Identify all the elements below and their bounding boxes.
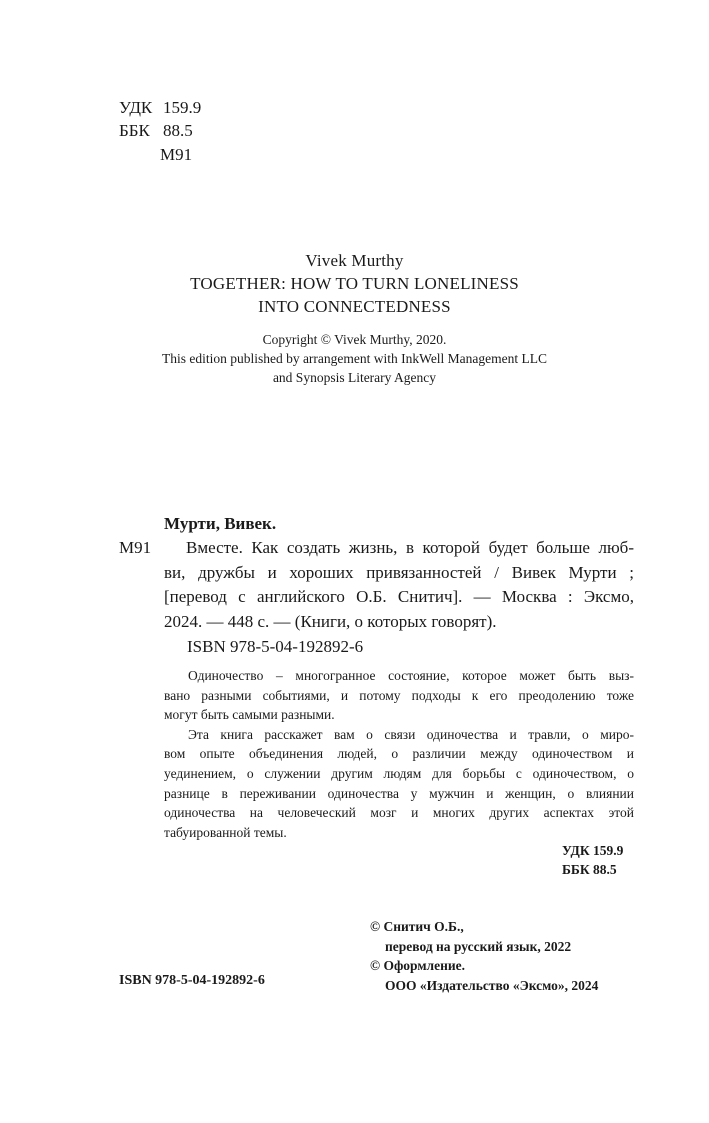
record-author-heading: Мурти, Вивек. xyxy=(164,514,277,533)
copyright-line: © Снитич О.Б., xyxy=(370,919,464,934)
record-description xyxy=(164,536,634,634)
bbk-label: ББК xyxy=(119,121,150,140)
bbk-right: ББК 88.5 xyxy=(562,862,617,877)
annotation-line: вано разными событиями, и потому подходы к его преодолению тоже xyxy=(164,687,634,703)
annotation-line: уединением, о служении другим людям для борьбы с одиночеством, о xyxy=(164,765,634,781)
udk-right: УДК 159.9 xyxy=(562,843,624,858)
record-line: ви, дружбы и хороших привязанностей / Вивек Мурти ; xyxy=(164,562,634,582)
edition-notice: This edition published by arrangement with InkWell Management LLC xyxy=(161,351,548,366)
annotation-line: вом опыте объединения людей, о различии между одиночеством и xyxy=(164,746,634,762)
annotation-line: могут быть самыми разными. xyxy=(164,707,335,723)
record-line: 2024. — 448 с. — (Книги, о которых говорят). xyxy=(164,611,497,631)
copyright-line: ООО «Издательство «Эксмо», 2024 xyxy=(385,977,599,993)
record-isbn: ISBN 978-5-04-192892-6 xyxy=(187,637,364,656)
record-line: [перевод с английского О.Б. Снитич]. — Москва : Эксмо, xyxy=(164,587,634,606)
annotation-line: Одиночество – многогранное состояние, которое может быть выз- xyxy=(188,668,634,683)
footer-isbn: ISBN 978-5-04-192892-6 xyxy=(119,973,265,988)
annotation-line: табуированной темы. xyxy=(164,824,287,840)
copyright-line: перевод на русский язык, 2022 xyxy=(385,938,572,954)
record-author-mark: М91 xyxy=(119,538,152,557)
udk-value: 159.9 xyxy=(163,98,202,117)
annotation xyxy=(164,666,634,842)
copyright-line: © Оформление. xyxy=(370,958,466,973)
copyright-notice: Copyright © Vivek Murthy, 2020. xyxy=(262,332,447,347)
footer-copyright xyxy=(370,917,598,995)
annotation-line: разнице в переживании одиночества у мужчин и женщин, о влиянии xyxy=(164,785,634,801)
original-title-line-1: TOGETHER: HOW TO TURN LONELINESS xyxy=(190,274,519,293)
author-mark-top: М91 xyxy=(160,145,193,164)
annotation-line: одиночества на человеческий мозг и многих других аспектах этой xyxy=(164,805,634,821)
record-line: Вместе. Как создать жизнь, в которой будет больше люб- xyxy=(186,538,634,557)
bbk-value: 88.5 xyxy=(163,121,193,140)
udk-label: УДК xyxy=(119,98,153,117)
original-author: Vivek Murthy xyxy=(305,251,404,270)
agency-notice: and Synopsis Literary Agency xyxy=(272,370,437,385)
annotation-line: Эта книга расскажет вам о связи одиночества и травли, о миро- xyxy=(188,726,634,742)
original-title-line-2: INTO CONNECTEDNESS xyxy=(258,297,451,316)
